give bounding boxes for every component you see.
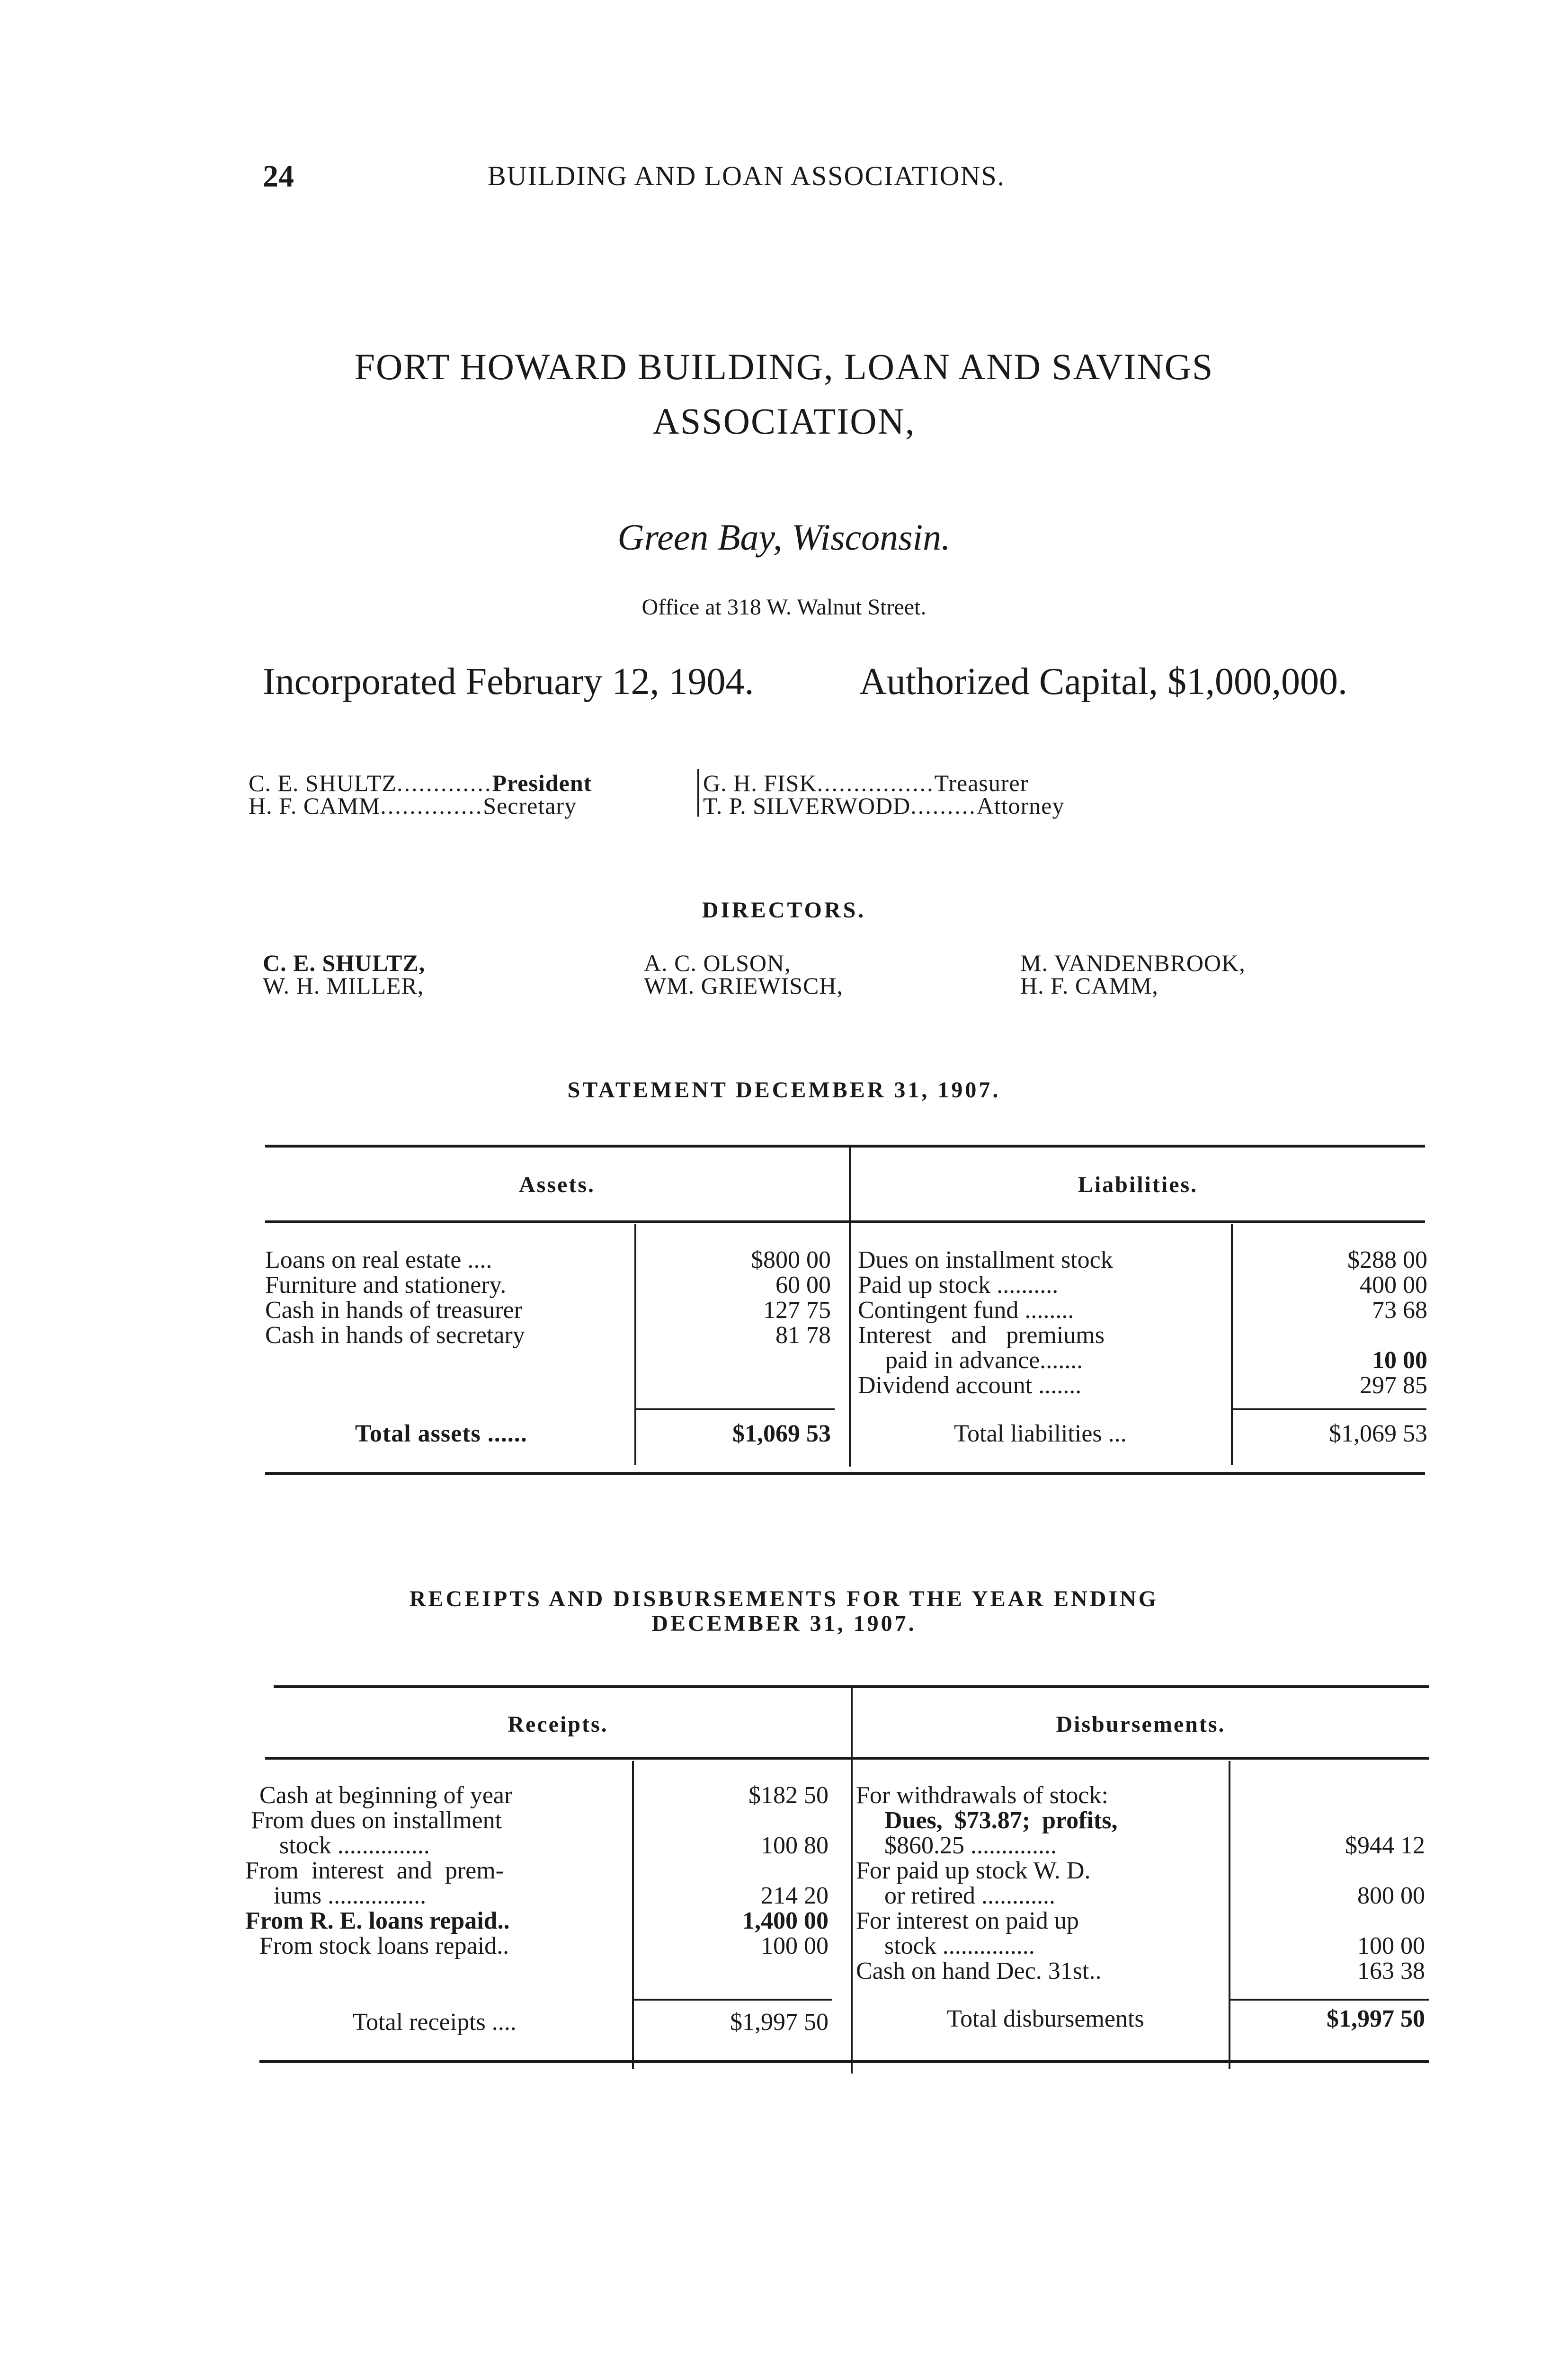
- officer-row: [249, 792, 698, 819]
- incorporation-date: Incorporated February 12, 1904.: [263, 661, 754, 703]
- disbursement-label: $860.25 ..............: [884, 1832, 1057, 1859]
- association-title-line1: FORT HOWARD BUILDING, LOAN AND SAVINGS: [354, 346, 1214, 387]
- liabilities-sum-rule: [1232, 1408, 1426, 1410]
- liabilities-column-head: Liabilities.: [1078, 1172, 1198, 1197]
- disbursement-label: For withdrawals of stock:: [856, 1782, 1108, 1809]
- director-name: A. C. OLSON,: [644, 950, 791, 976]
- disbursement-label: stock ...............: [884, 1932, 1035, 1959]
- liability-label: paid in advance.......: [885, 1347, 1083, 1374]
- office-address: Office at 318 W. Walnut Street.: [641, 595, 927, 620]
- receipt-label: From interest and prem-: [245, 1857, 504, 1884]
- asset-label: Furniture and stationery.: [265, 1272, 507, 1299]
- total-receipts-value: $1,997 50: [730, 2009, 829, 2036]
- officer-name: G. H. FISK: [703, 770, 817, 796]
- running-title: BUILDING AND LOAN ASSOCIATIONS.: [488, 160, 1006, 191]
- total-liabilities-label: Total liabilities ...: [954, 1420, 1127, 1447]
- disbursement-value: 100 00: [1357, 1932, 1425, 1959]
- officer-title: Treasurer: [934, 770, 1029, 796]
- assets-sum-rule: [636, 1408, 835, 1410]
- total-disbursements-label: Total disbursements: [947, 2005, 1144, 2032]
- disbursement-label: Dues, $73.87; profits,: [884, 1807, 1118, 1834]
- liability-label: Interest and premiums: [858, 1322, 1105, 1349]
- director-name: M. VANDENBROOK,: [1020, 950, 1246, 976]
- total-liabilities-value: $1,069 53: [1329, 1420, 1427, 1447]
- officer-row: [703, 792, 1065, 819]
- liability-value: 10 00: [1372, 1347, 1427, 1374]
- table-bottom-rule: [265, 1472, 1425, 1475]
- receipt-label: From stock loans repaid..: [259, 1932, 509, 1959]
- receipt-value: 100 00: [761, 1932, 829, 1959]
- receipts-heading-line1: RECEIPTS AND DISBURSEMENTS FOR THE YEAR ENDING: [409, 1586, 1159, 1611]
- receipt-label: stock ...............: [279, 1832, 430, 1859]
- total-disbursements-value: $1,997 50: [1327, 2005, 1425, 2032]
- receipt-label: Cash at beginning of year: [259, 1782, 513, 1809]
- disbursement-label: or retired ............: [884, 1882, 1056, 1909]
- officer-title: Secretary: [483, 792, 577, 819]
- leader-dots: .............: [396, 770, 492, 796]
- disbursement-value: 163 38: [1357, 1958, 1425, 1984]
- assets-column-head: Assets.: [519, 1172, 595, 1197]
- leader-dots: ..............: [380, 792, 483, 819]
- director-name: C. E. SHULTZ,: [263, 950, 426, 976]
- asset-value: $800 00: [751, 1246, 831, 1273]
- asset-label: Loans on real estate ....: [265, 1246, 492, 1273]
- receipt-label: From R. E. loans repaid..: [245, 1907, 510, 1934]
- assets-value-divider: [634, 1224, 636, 1465]
- officer-title: President: [492, 770, 592, 796]
- liability-value: 73 68: [1372, 1297, 1427, 1324]
- disbursement-label: For interest on paid up: [856, 1907, 1079, 1934]
- association-location: Green Bay, Wisconsin.: [617, 516, 951, 558]
- table-center-divider: [851, 1685, 853, 2073]
- total-assets-label: Total assets ......: [355, 1420, 527, 1447]
- liability-label: Paid up stock ..........: [858, 1272, 1059, 1299]
- association-title-line2: ASSOCIATION,: [652, 400, 916, 442]
- receipt-label: From dues on installment: [251, 1807, 502, 1834]
- receipt-value: 214 20: [761, 1882, 829, 1909]
- officer-name: C. E. SHULTZ: [249, 770, 397, 796]
- director-name: WM. GRIEWISCH,: [644, 972, 843, 999]
- asset-value: 81 78: [775, 1322, 831, 1349]
- director-name: W. H. MILLER,: [263, 972, 424, 999]
- directors-heading: DIRECTORS.: [702, 898, 866, 923]
- liability-label: Contingent fund ........: [858, 1297, 1074, 1324]
- liability-value: $288 00: [1347, 1246, 1427, 1273]
- header-rule: [265, 1220, 1425, 1223]
- liability-value: 400 00: [1360, 1272, 1427, 1299]
- officers-divider: [697, 769, 699, 817]
- receipts-value-divider: [632, 1761, 634, 2069]
- liability-label: Dividend account .......: [858, 1372, 1082, 1399]
- director-name: H. F. CAMM,: [1020, 972, 1158, 999]
- table-top-rule: [265, 1145, 1425, 1148]
- receipt-value: 100 80: [761, 1832, 829, 1859]
- asset-value: 127 75: [763, 1297, 831, 1324]
- receipts-column-head: Receipts.: [508, 1712, 608, 1737]
- header-rule: [265, 1757, 1429, 1760]
- liability-value: 297 85: [1360, 1372, 1427, 1399]
- leader-dots: .........: [910, 792, 977, 819]
- table-bottom-rule: [259, 2060, 1429, 2063]
- receipt-value: 1,400 00: [742, 1907, 829, 1934]
- asset-label: Cash in hands of treasurer: [265, 1297, 522, 1324]
- disbursement-value: 800 00: [1357, 1882, 1425, 1909]
- receipt-label: iums ................: [274, 1882, 427, 1909]
- disbursements-sum-rule: [1230, 1999, 1429, 2001]
- page-number: 24: [263, 159, 294, 194]
- officer-name: H. F. CAMM: [249, 792, 381, 819]
- receipts-sum-rule: [633, 1999, 832, 2001]
- disbursements-value-divider: [1229, 1761, 1230, 2069]
- receipts-heading-line2: DECEMBER 31, 1907.: [651, 1611, 917, 1636]
- total-assets-value: $1,069 53: [732, 1420, 831, 1447]
- officer-name: T. P. SILVERWODD: [703, 792, 911, 819]
- liability-label: Dues on installment stock: [858, 1246, 1113, 1273]
- leader-dots: ................: [817, 770, 935, 796]
- asset-value: 60 00: [775, 1272, 831, 1299]
- officer-title: Attorney: [976, 792, 1065, 819]
- authorized-capital: Authorized Capital, $1,000,000.: [859, 661, 1347, 703]
- liabilities-value-divider: [1231, 1224, 1233, 1465]
- disbursement-label: Cash on hand Dec. 31st..: [856, 1958, 1102, 1984]
- asset-label: Cash in hands of secretary: [265, 1322, 525, 1349]
- total-receipts-label: Total receipts ....: [353, 2009, 517, 2036]
- disbursements-column-head: Disbursements.: [1056, 1712, 1226, 1737]
- statement-heading: STATEMENT DECEMBER 31, 1907.: [567, 1077, 1001, 1103]
- receipt-value: $182 50: [748, 1782, 829, 1809]
- disbursement-label: For paid up stock W. D.: [856, 1857, 1091, 1884]
- disbursement-value: $944 12: [1345, 1832, 1425, 1859]
